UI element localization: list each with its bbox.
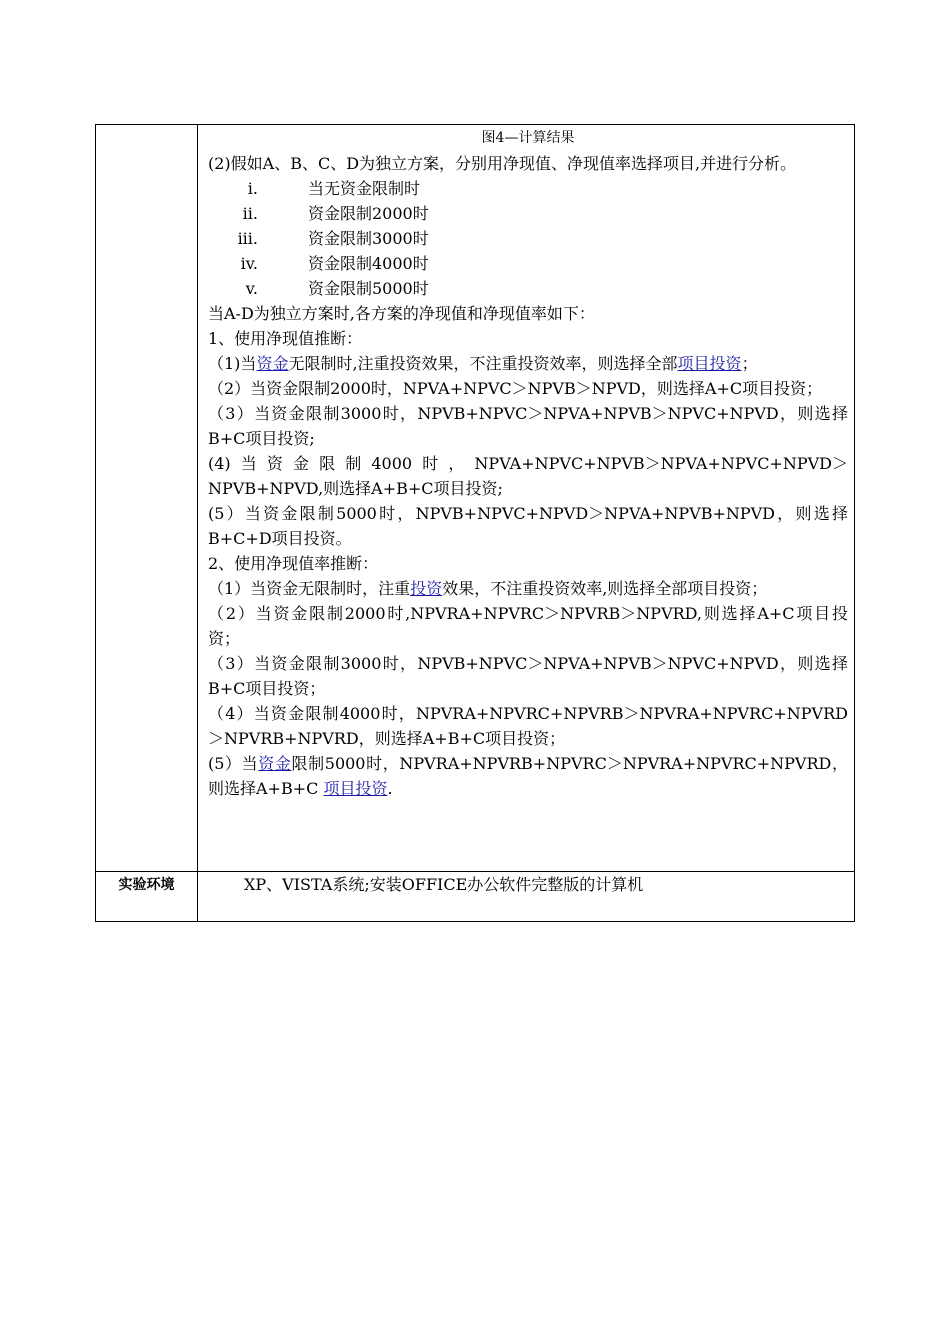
figure-caption: 图4—计算结果 bbox=[481, 130, 575, 146]
text-run: （1)当 bbox=[208, 354, 257, 373]
section2-item-3: （3）当资金限制3000时，NPVB+NPVC＞NPVA+NPVB＞NPVC+NPVD，则选择B+C项目投资； bbox=[208, 654, 848, 698]
section1-item-4: (4)当资金限制4000时，NPVA+NPVC+NPVB＞NPVA+NPVC+NPVD＞NPVB+NPVD,则选择A+B+C项目投资; bbox=[208, 454, 848, 498]
list-item-text: 资金限制5000时 bbox=[308, 279, 429, 298]
section2-item-4: （4）当资金限制4000时，NPVRA+NPVRC+NPVRB＞NPVRA+NPVRC+NPVRD＞NPVRB+NPVRD，则选择A+B+C项目投资； bbox=[208, 704, 848, 748]
section1-item-5: (5）当资金限制5000时，NPVB+NPVC+NPVD＞NPVA+NPVB+NPVD，则选择B+C+D项目投资。 bbox=[208, 504, 848, 548]
text-run: 无限制时,注重投资效果，不注重投资效率，则选择全部 bbox=[288, 354, 678, 373]
list-item-text: 资金限制4000时 bbox=[308, 254, 429, 273]
text-run: . bbox=[387, 779, 393, 798]
section1-heading: 1、使用净现值推断： bbox=[208, 329, 363, 348]
list-item bbox=[208, 251, 848, 276]
text-run: 效果，不注重投资效率,则选择全部项目投资； bbox=[442, 579, 768, 598]
environment-label: 实验环境 bbox=[118, 877, 175, 893]
section2-item-5 bbox=[208, 751, 848, 801]
list-item-number: iii. bbox=[237, 229, 258, 248]
text-run: 限制5000时，NPVRA+NPVRB+NPVRC＞NPVRA+NPVRC+NPVRD，则选择A+B+C bbox=[208, 754, 848, 798]
results-cell bbox=[208, 127, 848, 801]
project-investment-link[interactable]: 项目投资 bbox=[677, 354, 742, 373]
text-run: （1）当资金无限制时，注重 bbox=[208, 579, 411, 598]
list-item-text: 当无资金限制时 bbox=[308, 179, 421, 198]
list-item-number: ii. bbox=[242, 204, 258, 223]
list-item bbox=[208, 201, 848, 226]
intro-paragraph: (2)假如A、B、C、D为独立方案，分别用净现值、净现值率选择项目,并进行分析。 bbox=[208, 154, 797, 173]
list-item bbox=[208, 176, 848, 201]
list-item-number: i. bbox=[247, 179, 258, 198]
list-item-number: iv. bbox=[240, 254, 258, 273]
project-investment-link[interactable]: 项目投资 bbox=[323, 779, 388, 798]
section1-item-2: （2）当资金限制2000时，NPVA+NPVC＞NPVB＞NPVD，则选择A+C项目投资； bbox=[208, 379, 823, 398]
capital-link[interactable]: 资金 bbox=[258, 754, 292, 773]
list-item bbox=[208, 276, 848, 301]
capital-link[interactable]: 资金 bbox=[256, 354, 289, 373]
section1-item-1 bbox=[208, 351, 848, 376]
experiment-table bbox=[95, 124, 855, 922]
section1-item-3: （3）当资金限制3000时，NPVB+NPVC＞NPVA+NPVB＞NPVC+NPVD，则选择B+C项目投资; bbox=[208, 404, 848, 448]
independent-note: 当A-D为独立方案时,各方案的净现值和净现值率如下： bbox=[208, 304, 595, 323]
row-divider bbox=[96, 871, 854, 872]
section2-item-2: （2）当资金限制2000时,NPVRA+NPVRC＞NPVRB＞NPVRD,则选择A+C项目投资； bbox=[208, 604, 848, 648]
text-run: ； bbox=[741, 354, 758, 373]
list-item-text: 资金限制3000时 bbox=[308, 229, 429, 248]
column-divider bbox=[197, 125, 198, 921]
list-item-text: 资金限制2000时 bbox=[308, 204, 429, 223]
list-item bbox=[208, 226, 848, 251]
text-run: (5）当 bbox=[208, 754, 259, 773]
investment-link[interactable]: 投资 bbox=[410, 579, 443, 598]
section2-item-1 bbox=[208, 576, 848, 601]
environment-text: XP、VISTA系统;安装OFFICE办公软件完整版的计算机 bbox=[244, 875, 644, 894]
list-item-number: v. bbox=[245, 279, 258, 298]
section2-heading: 2、使用净现值率推断： bbox=[208, 554, 379, 573]
